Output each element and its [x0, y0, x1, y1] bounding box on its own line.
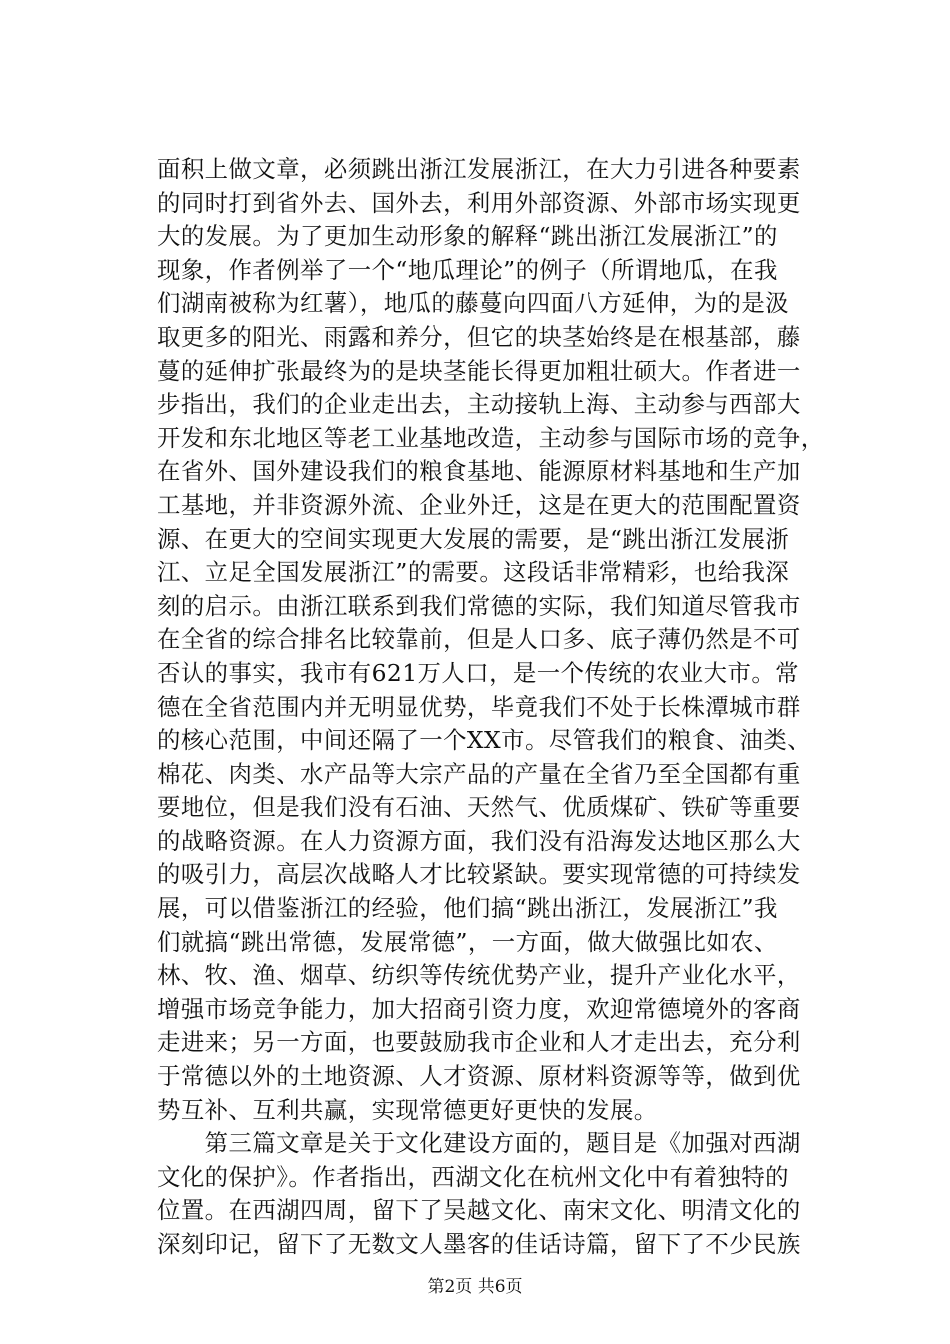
text-line: 开发和东北地区等老工业基地改造，主动参与国际市场的竞争， [157, 423, 825, 452]
text-line: 的战略资源。在人力资源方面，我们没有沿海发达地区那么大 [157, 826, 801, 855]
text-line: 德在全省范围内并无明显优势，毕竟我们不处于长株潭城市群 [157, 692, 801, 721]
text-line: 棉花、肉类、水产品等大宗产品的产量在全省乃至全国都有重 [157, 759, 801, 788]
text-line: 于常德以外的土地资源、人才资源、原材料资源等等，做到优 [157, 1062, 801, 1091]
text-line: 势互补、互利共赢，实现常德更好更快的发展。 [157, 1095, 658, 1124]
text-line: 们就搞“跳出常德，发展常德”，一方面，做大做强比如农、 [157, 927, 778, 956]
text-line: 现象，作者例举了一个“地瓜理论”的例子（所谓地瓜，在我 [157, 255, 778, 284]
text-line: 源、在更大的空间实现更大发展的需要，是“跳出浙江发展浙 [157, 524, 790, 553]
body-text [157, 153, 825, 1262]
text-line: 的吸引力，高层次战略人才比较紧缺。要实现常德的可持续发 [157, 860, 801, 889]
text-line: 大的发展。为了更加生动形象的解释“跳出浙江发展浙江”的 [157, 222, 778, 251]
text-line: 刻的启示。由浙江联系到我们常德的实际，我们知道尽管我市 [157, 591, 801, 620]
text-line: 第三篇文章是关于文化建设方面的，题目是《加强对西湖 [157, 1129, 801, 1158]
text-line: 走进来；另一方面，也要鼓励我市企业和人才走出去，充分利 [157, 1028, 801, 1057]
text-line: 否认的事实，我市有621万人口，是一个传统的农业大市。常 [157, 658, 800, 687]
text-line: 在全省的综合排名比较靠前，但是人口多、底子薄仍然是不可 [157, 625, 801, 654]
text-line: 面积上做文章，必须跳出浙江发展浙江，在大力引进各种要素 [157, 155, 801, 183]
text-line: 文化的保护》。作者指出，西湖文化在杭州文化中有着独特的 [157, 1162, 789, 1191]
text-line: 的同时打到省外去、国外去，利用外部资源、外部市场实现更 [157, 188, 801, 217]
text-line: 在省外、国外建设我们的粮食基地、能源原材料基地和生产加 [157, 457, 801, 486]
page-footer: 第2页 共6页 [427, 1277, 523, 1297]
text-line: 的核心范围，中间还隔了一个XX市。尽管我们的粮食、油类、 [157, 726, 812, 755]
text-line: 工基地，并非资源外流、企业外迁，这是在更大的范围配置资 [157, 490, 801, 519]
text-line: 要地位，但是我们没有石油、天然气、优质煤矿、铁矿等重要 [157, 793, 801, 822]
text-line: 取更多的阳光、雨露和养分，但它的块茎始终是在根基部，藤 [157, 322, 801, 351]
text-line: 深刻印记，留下了无数文人墨客的佳话诗篇，留下了不少民族 [157, 1230, 801, 1258]
text-line: 展，可以借鉴浙江的经验，他们搞“跳出浙江，发展浙江”我 [157, 894, 778, 923]
text-line: 江、立足全国发展浙江”的需要。这段话非常精彩，也给我深 [157, 558, 790, 587]
text-line: 们湖南被称为红薯），地瓜的藤蔓向四面八方延伸，为的是汲 [157, 289, 789, 318]
text-line: 蔓的延伸扩张最终为的是块茎能长得更加粗壮硕大。作者进一 [157, 356, 801, 385]
text-line: 步指出，我们的企业走出去，主动接轨上海、主动参与西部大 [157, 390, 801, 419]
text-line: 增强市场竞争能力，加大招商引资力度，欢迎常德境外的客商 [157, 994, 801, 1023]
text-line: 位置。在西湖四周，留下了吴越文化、南宋文化、明清文化的 [157, 1196, 801, 1225]
text-line: 林、牧、渔、烟草、纺织等传统优势产业，提升产业化水平， [157, 961, 801, 990]
